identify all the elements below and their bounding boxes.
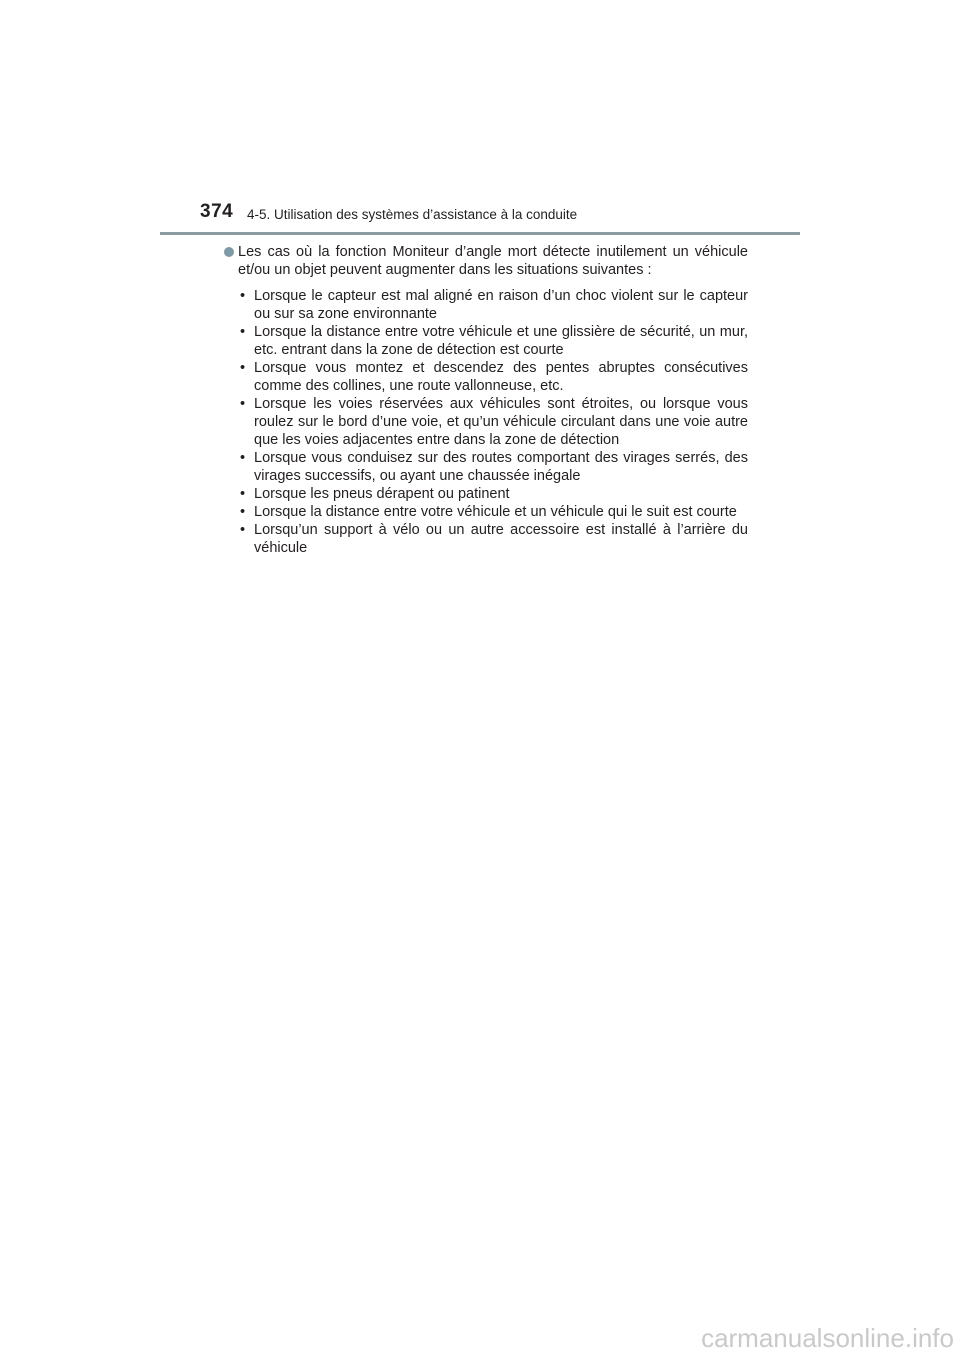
section-title: 4-5. Utilisation des systèmes d’assistance à la conduite bbox=[247, 207, 578, 222]
list-marker: • bbox=[240, 504, 246, 520]
list-marker: • bbox=[240, 396, 246, 412]
list-item-text: Lorsque le capteur est mal aligné en raison d’un choc violent sur le capteur ou sur sa zone environnante bbox=[254, 288, 748, 322]
list-item-text: Lorsque la distance entre votre véhicule et une glissière de sécurité, un mur, etc. entrant dans la zone de détection est courte bbox=[254, 324, 748, 358]
list-item-text: Lorsque la distance entre votre véhicule et un véhicule qui le suit est courte bbox=[254, 504, 737, 520]
list-item bbox=[240, 521, 748, 557]
header-rule bbox=[160, 232, 800, 235]
list-item bbox=[240, 485, 748, 503]
list-item bbox=[240, 449, 748, 485]
intro-paragraph bbox=[222, 243, 748, 279]
list-item bbox=[240, 359, 748, 395]
list-item-text: Lorsque vous montez et descendez des pentes abruptes consécutives comme des collines, une route vallonneuse, etc. bbox=[254, 360, 748, 394]
list-marker: • bbox=[240, 486, 246, 502]
list-item bbox=[240, 503, 748, 521]
list-item bbox=[240, 323, 748, 359]
list-marker: • bbox=[240, 450, 246, 466]
list-marker: • bbox=[240, 324, 246, 340]
intro-text: Les cas où la fonction Moniteur d’angle mort détecte inutilement un véhicule et/ou un objet peuvent augmenter dans les situations suivantes : bbox=[238, 244, 748, 278]
page-content bbox=[222, 243, 748, 557]
list-item-text: Lorsqu’un support à vélo ou un autre accessoire est installé à l’arrière du véhicule bbox=[254, 522, 748, 556]
list-marker: • bbox=[240, 522, 246, 538]
list-item bbox=[240, 287, 748, 323]
page-number: 374 bbox=[200, 201, 234, 222]
list-item bbox=[240, 395, 748, 449]
list-item-text: Lorsque vous conduisez sur des routes comportant des virages serrés, des virages successifs, ou ayant une chaussée inégale bbox=[254, 450, 748, 484]
list-item-text: Lorsque les voies réservées aux véhicules sont étroites, ou lorsque vous roulez sur le bord d’une voie, et qu’un véhicule circulant dans une voie autre que les voies adjacentes entre dans la zone de détection bbox=[254, 396, 748, 448]
list-item-text: Lorsque les pneus dérapent ou patinent bbox=[254, 486, 510, 502]
list-marker: • bbox=[240, 288, 246, 304]
watermark: carmanualsonline.info bbox=[701, 1323, 954, 1353]
bullet-dot-icon bbox=[224, 247, 234, 257]
list-marker: • bbox=[240, 360, 246, 376]
situation-list bbox=[222, 287, 748, 557]
